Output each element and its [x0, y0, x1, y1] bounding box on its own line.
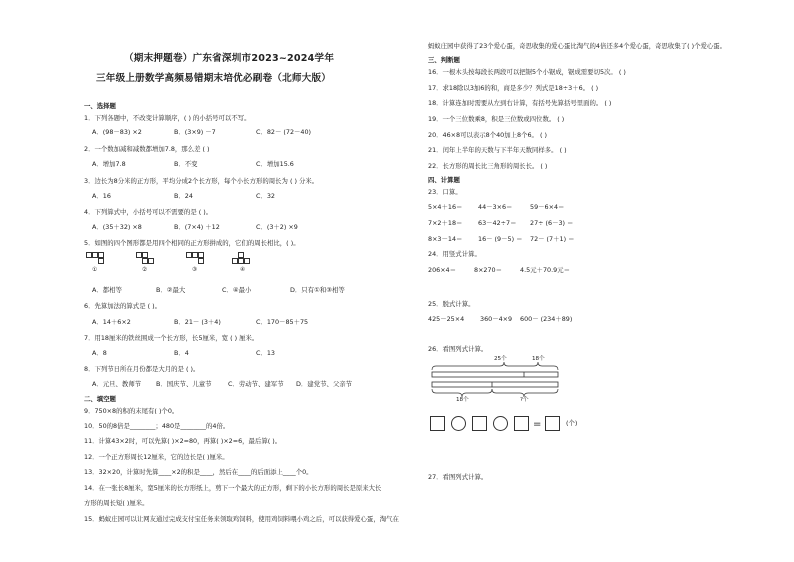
- question-18: 18．计算连加时需要从左到右计算，有括号先算括号里面的。 ( ): [428, 99, 612, 107]
- segment-diagram: [430, 358, 590, 408]
- question-15: 15．蚂蚁庄园可以让网友通过完成支付宝任务来领取鸡饲料，使用鸡饲料喂小鸡之后，可以获得爱心蛋，淘气在: [84, 515, 399, 523]
- oral-calc-item: 63－42÷7＝: [478, 219, 517, 227]
- q6-option-b: B．21－ (3＋4): [174, 318, 221, 326]
- unit-label: (个): [566, 419, 578, 427]
- question-10: 10．50的8倍是________；480是________的4倍。: [84, 422, 230, 430]
- answer-box[interactable]: [545, 416, 560, 431]
- segment-label-bottom-left: 18个: [456, 397, 469, 403]
- step-calc-item: 425－25×4: [428, 315, 465, 323]
- q5-option-b: B．②最大: [156, 286, 186, 294]
- q5-option-a: A．都相等: [92, 286, 122, 294]
- question-6: 6．先算加法的算式是 ( )。: [84, 302, 162, 310]
- vertical-calc-item: 8×270＝: [474, 266, 503, 274]
- question-12: 12．一个正方形周长12厘米，它的边长是( )厘米。: [84, 453, 229, 461]
- oral-calc-item: 27÷ (6－3) ＝: [530, 219, 574, 227]
- q8-option-c: C．劳动节、建军节: [228, 380, 284, 388]
- equals-sign: =: [533, 419, 542, 430]
- q2-option-b: B．不变: [174, 160, 198, 168]
- oral-calc-item: 44－3×6＝: [478, 203, 513, 211]
- answer-box[interactable]: [430, 416, 445, 431]
- segment-label-top-right: 18个: [532, 356, 545, 362]
- q5-label-1: ①: [92, 267, 98, 273]
- question-17: 17．求18除以3加6的和，商是多少？列式是18÷3＋6。 ( ): [428, 84, 599, 92]
- segment-label-top-left: 25个: [494, 356, 507, 362]
- step-calc-item: 360－4×9: [480, 315, 513, 323]
- q7-option-b: B．4: [174, 349, 189, 357]
- question-26: 26．看图列式计算。: [428, 345, 488, 353]
- question-8: 8．下列节日所在月份都是大月的是 ( )。: [84, 365, 200, 373]
- q4-option-a: A．(35＋32) ×8: [92, 223, 142, 231]
- q1-option-b: B．(3×9) －7: [174, 128, 216, 136]
- question-20: 20．46×8可以表示8个40加上8个6。 ( ): [428, 131, 547, 139]
- q5-option-d: D．只有①和③相等: [290, 286, 345, 294]
- q4-option-b: B．(7×4) ＋12: [174, 223, 220, 231]
- question-24: 24．用竖式计算。: [428, 250, 481, 258]
- step-calc-item: 600－ (234＋89): [520, 315, 573, 323]
- segment-label-bottom-right: ?个: [520, 397, 529, 403]
- question-1: 1．下列各题中，不改变计算顺序，( ) 的小括号可以不写。: [84, 114, 251, 122]
- operator-circle[interactable]: [493, 416, 508, 431]
- vertical-calc-item: 206×4＝: [428, 266, 457, 274]
- question-9: 9．750×8的积的末尾有( )个0。: [84, 407, 179, 415]
- question-14-line-2: 方形的周长短( )厘米。: [84, 499, 149, 507]
- question-27: 27．看图列式计算。: [428, 473, 488, 481]
- q5-figure-1: [86, 252, 112, 272]
- q2-option-c: C．增加15.6: [256, 160, 294, 168]
- q3-option-a: A．16: [92, 192, 111, 200]
- q1-option-a: A．(98－83) ×2: [92, 128, 142, 136]
- oral-calc-item: 5×4＋16＝: [428, 203, 463, 211]
- answer-box[interactable]: [472, 416, 487, 431]
- question-16: 16．一根木头按每段长两段可以把锯5个小锯成，锯成需要切5次。 ( ): [428, 68, 626, 76]
- question-22: 22．长方形的周长比三角形的周长长。 ( ): [428, 162, 548, 170]
- q4-option-c: C．(3＋2) ×9: [256, 223, 298, 231]
- question-3: 3．边长为8分米的正方形，平均分成2个长方形，每个小长方形的周长为 ( ) 分米。: [84, 177, 319, 185]
- question-25: 25．脱式计算。: [428, 300, 475, 308]
- question-11: 11．计算43×2时，可以先算( )×2=80，再算( )×2=6，最后算( )。: [84, 437, 282, 445]
- title-line-2: 三年级上册数学高频易错期末培优必刷卷（北师大版）: [96, 73, 332, 84]
- q8-option-b: B．国庆节、儿童节: [156, 380, 212, 388]
- q5-label-4: ④: [240, 267, 246, 273]
- q1-option-c: C．82－ (72－40): [256, 128, 312, 136]
- oral-calc-item: 72－ (7＋1) ＝: [530, 235, 575, 243]
- q6-option-c: C．170－85＋75: [256, 318, 309, 326]
- q5-option-c: C．④最小: [222, 286, 252, 294]
- oral-calc-item: 16－ (9－5) ＝: [478, 235, 523, 243]
- question-2: 2．一个数加减和减数都增加7.8，那么差 ( ): [84, 145, 210, 153]
- q2-option-a: A．增加7.8: [92, 160, 126, 168]
- section-choice: 一、选择题: [84, 102, 116, 110]
- q6-option-a: A．14＋6×2: [92, 318, 131, 326]
- question-13: 13．32×20，计算时先算____×2的积是____，然后在____的后面添上____个0。: [84, 468, 313, 476]
- q5-label-3: ③: [192, 267, 198, 273]
- q8-option-a: A．元旦、教师节: [92, 380, 142, 388]
- q3-option-c: C．32: [256, 192, 275, 200]
- question-5: 5．如图的四个图形都是用四个相同的正方形拼成的，它们的周长相比，( )。: [84, 239, 300, 247]
- title-line-1: （期末押题卷）广东省深圳市2023~2024学年: [124, 53, 335, 64]
- operator-circle[interactable]: [451, 416, 466, 431]
- segment-diagram-svg: [430, 358, 590, 408]
- section-fill: 二、填空题: [84, 395, 116, 403]
- q5-figure-2: [136, 252, 162, 272]
- q5-figure-3: [186, 252, 212, 272]
- question-14-line-1: 14．在一张长8厘米，宽5厘米的长方形纸上，剪下一个最大的正方形，剩下的小长方形的周长是原来大长: [84, 484, 382, 492]
- vertical-calc-item: 4.5元＋70.9元＝: [520, 266, 570, 274]
- question-23: 23．口算。: [428, 188, 462, 196]
- question-21: 21．闰年上半年的天数与下半年天数同样多。 ( ): [428, 146, 567, 154]
- answer-box[interactable]: [514, 416, 529, 431]
- q3-option-b: B．24: [174, 192, 193, 200]
- oral-calc-item: 7×2＋18＝: [428, 219, 463, 227]
- section-calc: 四、计算题: [428, 176, 460, 184]
- question-4: 4．下列算式中，小括号可以不需要的是 ( )。: [84, 208, 213, 216]
- question-7: 7．用18厘米的铁丝围成一个长方形，长5厘米，宽 ( ) 厘米。: [84, 334, 259, 342]
- q7-option-c: C．13: [256, 349, 275, 357]
- question-15-continued: 蚂蚁庄园中获得了23个爱心蛋，奇思收集的爱心蛋比淘气的4倍还多4个爱心蛋，奇思收集了( )个爱心蛋。: [428, 42, 727, 50]
- section-judge: 三、判断题: [428, 56, 460, 64]
- q7-option-a: A．8: [92, 349, 107, 357]
- oral-calc-item: 8×3－14＝: [428, 235, 463, 243]
- question-19: 19．一个三位数乘8，积是三位数或四位数。 ( ): [428, 115, 565, 123]
- q5-label-2: ②: [142, 267, 148, 273]
- oral-calc-item: 59－6×4＝: [530, 203, 565, 211]
- q8-option-d: D．建党节、父亲节: [296, 380, 353, 388]
